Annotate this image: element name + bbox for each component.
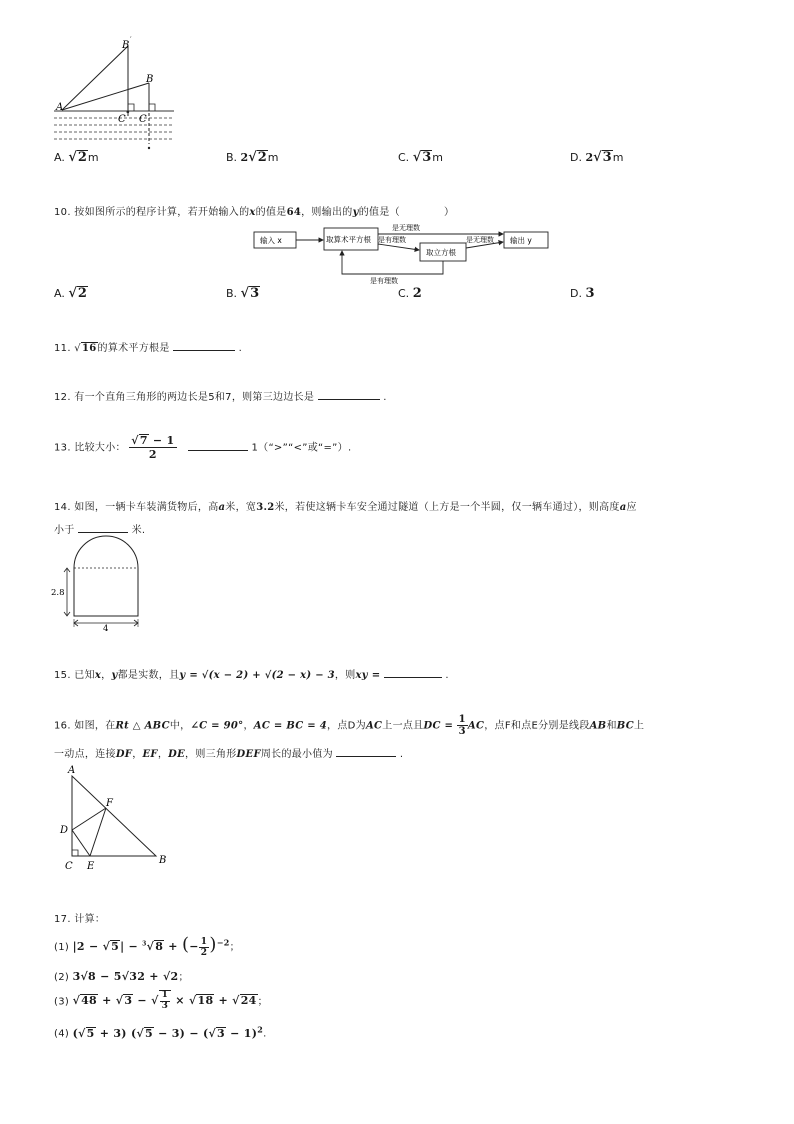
q16-line1: 16. 如图，在Rt △ ABC中，∠C = 90°，AC = BC = 4，点D为AC上一点且DC = $\frac{1}{3}$ AC，点F和点E分别是线段AB和BC上 [54, 714, 645, 737]
label-b-prime: B [122, 40, 130, 51]
label-b-prime-mark: ′ [130, 36, 132, 44]
label-b: B [159, 855, 167, 866]
flow-cube: 取立方根 [426, 248, 456, 257]
q16-triangle-figure [56, 762, 174, 874]
flow-output: 输出 y [510, 236, 532, 245]
flow-irrational-2: 是无理数 [466, 236, 494, 244]
q9-figure [52, 36, 182, 156]
label-c: C [65, 861, 73, 872]
label-b: B [146, 74, 154, 85]
q10-flowchart [252, 222, 552, 286]
q11-answer-blank[interactable] [173, 349, 235, 351]
label-c-prime: C [118, 114, 126, 125]
q12-text: 12. 有一个直角三角形的两边长是5和7，则第三边边长是 . [54, 392, 387, 403]
q14-tunnel-figure [48, 532, 148, 632]
label-d: D [60, 825, 69, 836]
q11-text: 11. √16的算术平方根是 . [54, 343, 243, 354]
q13-answer-blank[interactable] [188, 449, 248, 451]
flow-back: 是有理数 [370, 277, 398, 285]
flow-rational: 是有理数 [378, 236, 406, 244]
fig-base-label: 4 [103, 624, 109, 632]
q14-line1: 14. 如图，一辆卡车装满货物后，高a米，宽3.2米，若使这辆卡车安全通过隧道（上方是一个半圆，仅一辆车通过），则高度a应 [54, 502, 637, 513]
q15-answer-blank[interactable] [384, 676, 442, 678]
q17-title: 17. 计算： [54, 914, 106, 925]
label-f: F [106, 798, 113, 809]
label-a: A [56, 102, 64, 113]
q17-item-4: (4) (√5 + 3) $(√5 - 3) - (√3 - 1)^2$. [54, 1024, 267, 1040]
q15-text: 15. 已知x，y都是实数，且y = √(x − 2) + √(2 − x) − 3，则xy = . [54, 670, 449, 681]
label-c: C [139, 114, 147, 125]
flow-irrational: 是无理数 [392, 224, 420, 232]
flow-root: 取算术平方根 [326, 235, 371, 244]
fig-height-label: 2.8 [51, 588, 65, 598]
q16-answer-blank[interactable] [336, 755, 396, 757]
q17-item-1: (1) |2 − √5| − $^3$√8 + (− $\frac{1}{2}$ )$^{-2}$； [54, 934, 240, 958]
q10-option-c[interactable]: C. 2 [398, 286, 422, 301]
q9-option-d[interactable]: D. 2√3m [570, 150, 624, 165]
q10-option-b[interactable]: B. √3 [226, 286, 260, 301]
label-e: E [87, 861, 95, 872]
q9-option-c[interactable]: C. √3m [398, 150, 443, 165]
q9-option-a[interactable]: A. √2m [54, 150, 99, 165]
q10-text: 10. 按如图所示的程序计算，若开始输入的x的值是64，则输出的y的值是（ ） [54, 207, 455, 218]
q17-item-2: (2) 3√8 − 5√32 + √2； [54, 970, 189, 983]
q10-option-d[interactable]: D. 3 [570, 286, 595, 301]
q14-line2: 小于 米. [54, 525, 146, 536]
q9-option-b[interactable]: B. 2√2m [226, 150, 279, 165]
label-c-prime-mark: ′ [126, 111, 128, 119]
flow-input: 输入 x [260, 236, 282, 245]
q16-line2: 一动点，连接DF，EF，DE，则三角形DEF周长的最小值为 . [54, 749, 404, 760]
q17-item-3: (3) √48 + √3 − √ $\frac{1}{3}$ × √18 + √24； [54, 990, 268, 1011]
q10-option-a[interactable]: A. √2 [54, 286, 87, 301]
q12-answer-blank[interactable] [318, 398, 380, 400]
q13-text: 13. 比较大小： $\frac{√7 - 1}{2}$ 1（“>”“<”或“=”）. [54, 434, 352, 462]
label-a: A [68, 765, 76, 776]
